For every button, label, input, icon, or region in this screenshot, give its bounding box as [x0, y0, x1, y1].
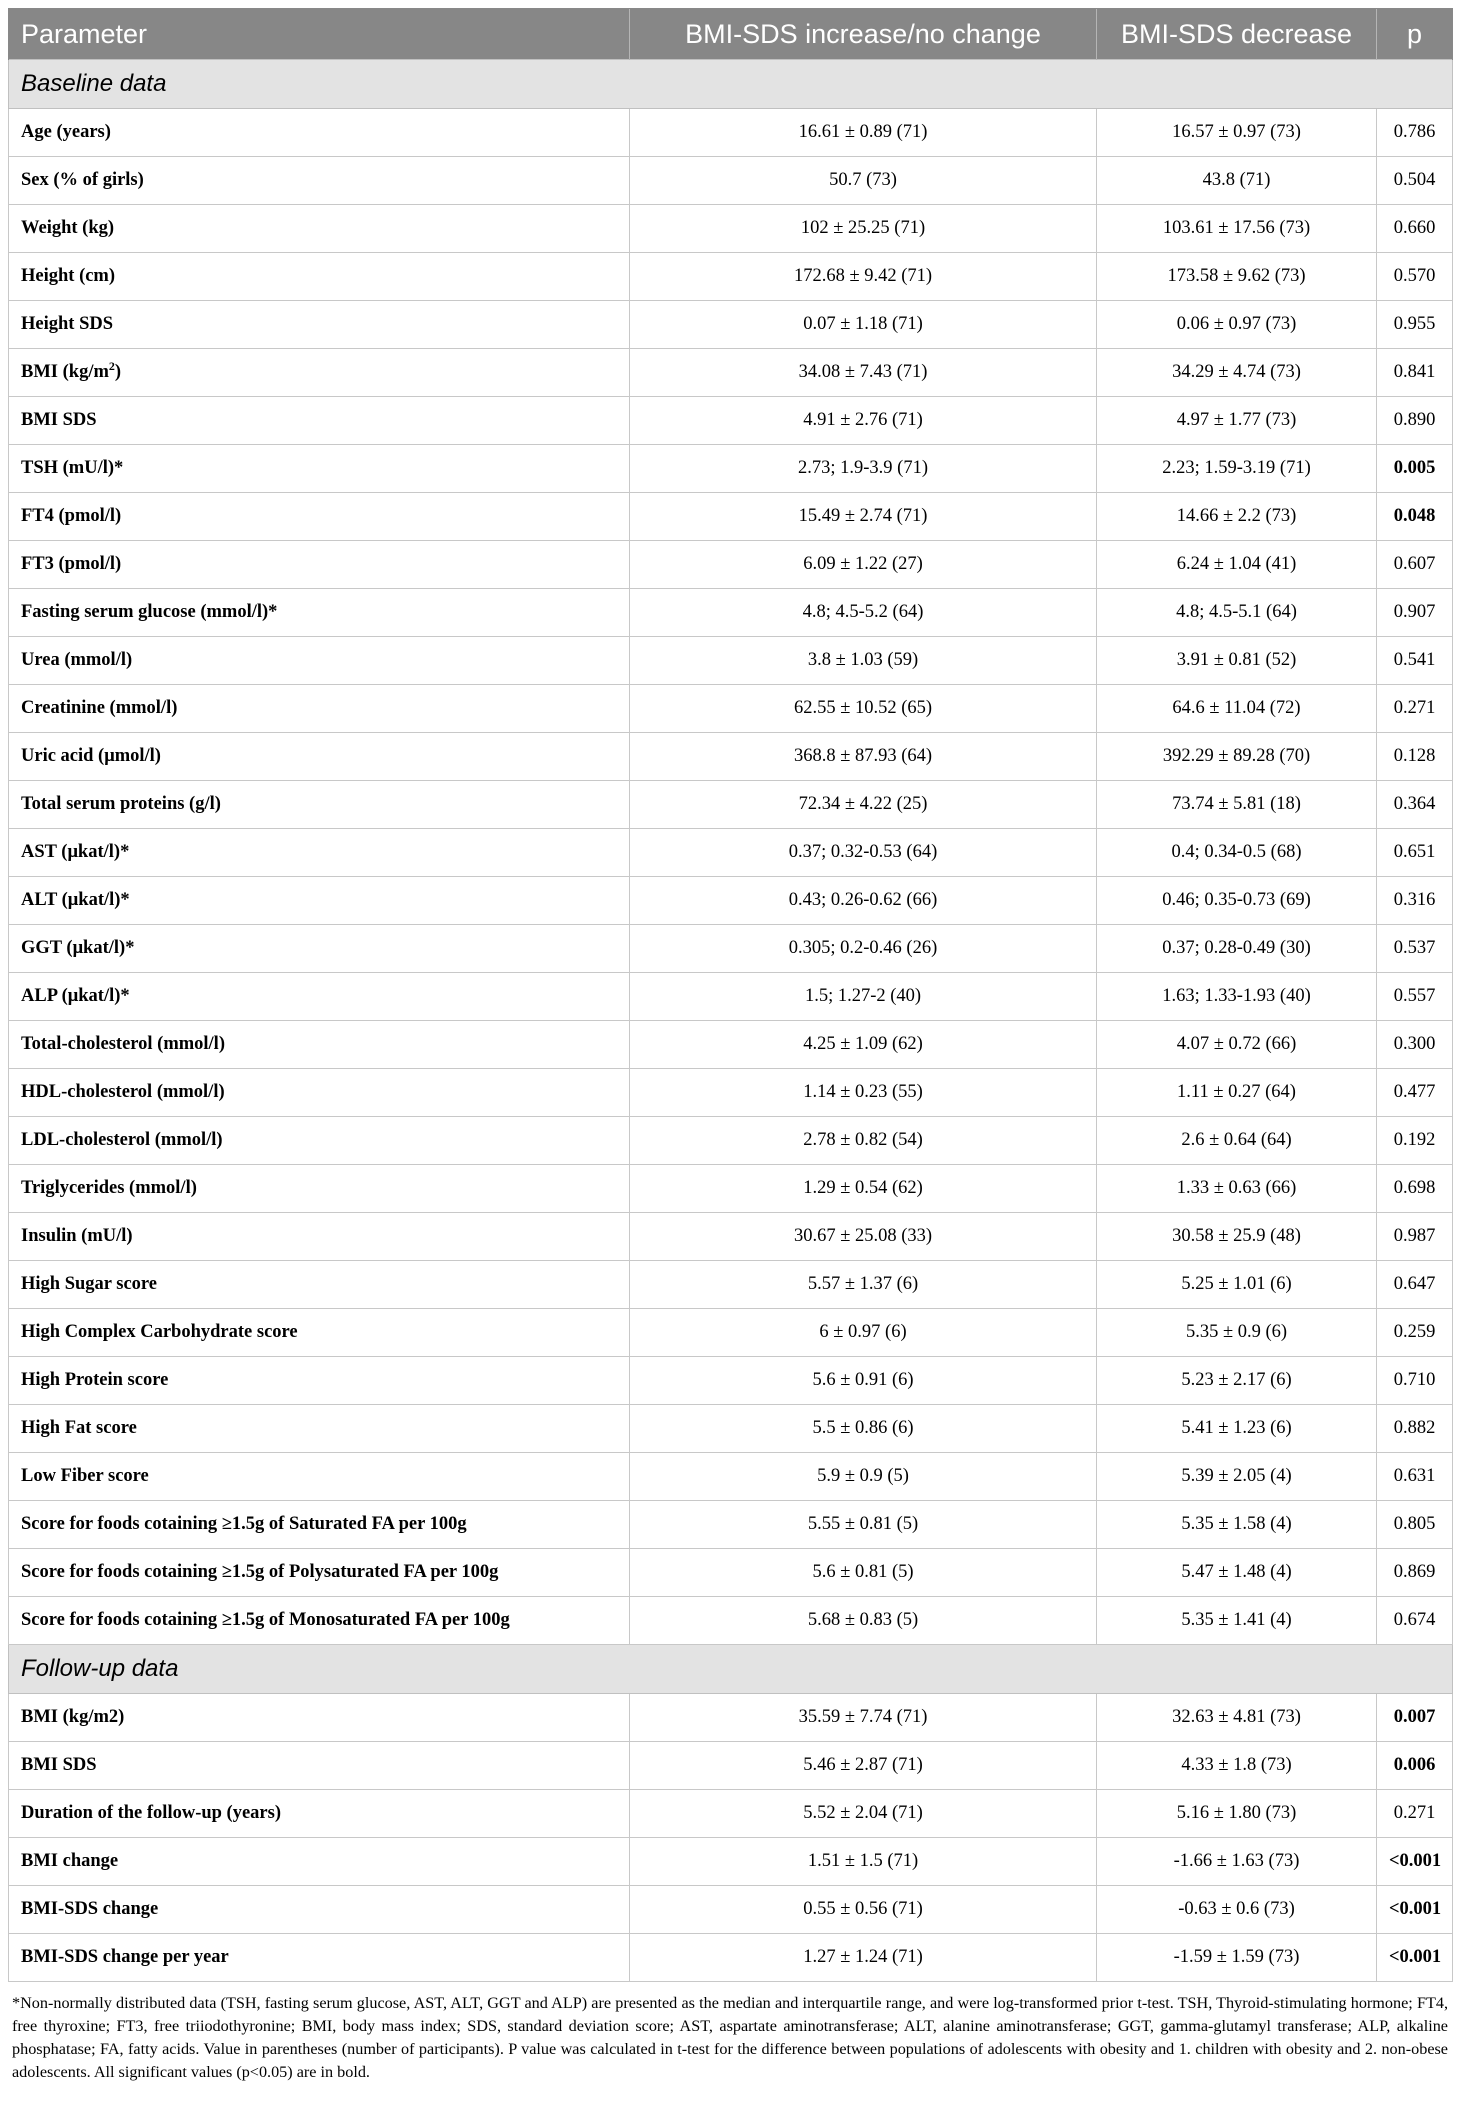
table-row [9, 1261, 1453, 1309]
p-value-cell: 0.007 [1377, 1694, 1453, 1742]
table-row [9, 349, 1453, 397]
increase-cell: 1.27 ± 1.24 (71) [630, 1934, 1097, 1982]
increase-cell: 0.43; 0.26-0.62 (66) [630, 877, 1097, 925]
increase-cell: 368.8 ± 87.93 (64) [630, 733, 1097, 781]
increase-cell: 5.6 ± 0.91 (6) [630, 1357, 1097, 1405]
table-row [9, 157, 1453, 205]
p-value-cell: 0.631 [1377, 1453, 1453, 1501]
table-row [9, 253, 1453, 301]
table-row [9, 205, 1453, 253]
decrease-cell: 5.41 ± 1.23 (6) [1097, 1405, 1377, 1453]
increase-cell: 4.25 ± 1.09 (62) [630, 1021, 1097, 1069]
table-row [9, 829, 1453, 877]
p-value-cell: 0.987 [1377, 1213, 1453, 1261]
decrease-cell: 4.33 ± 1.8 (73) [1097, 1742, 1377, 1790]
increase-cell: 50.7 (73) [630, 157, 1097, 205]
decrease-cell: 5.35 ± 1.41 (4) [1097, 1597, 1377, 1645]
p-value-cell: 0.316 [1377, 877, 1453, 925]
increase-cell: 62.55 ± 10.52 (65) [630, 685, 1097, 733]
increase-cell: 5.5 ± 0.86 (6) [630, 1405, 1097, 1453]
decrease-cell: 16.57 ± 0.97 (73) [1097, 109, 1377, 157]
parameter-cell: High Complex Carbohydrate score [9, 1309, 630, 1357]
decrease-cell: 173.58 ± 9.62 (73) [1097, 253, 1377, 301]
p-value-cell: 0.955 [1377, 301, 1453, 349]
p-value-cell: 0.698 [1377, 1165, 1453, 1213]
decrease-cell: 5.39 ± 2.05 (4) [1097, 1453, 1377, 1501]
increase-cell: 4.8; 4.5-5.2 (64) [630, 589, 1097, 637]
p-value-cell: 0.570 [1377, 253, 1453, 301]
increase-cell: 0.07 ± 1.18 (71) [630, 301, 1097, 349]
parameter-cell: Age (years) [9, 109, 630, 157]
increase-cell: 2.73; 1.9-3.9 (71) [630, 445, 1097, 493]
increase-cell: 5.55 ± 0.81 (5) [630, 1501, 1097, 1549]
table-row [9, 973, 1453, 1021]
results-table [8, 8, 1453, 1982]
increase-cell: 30.67 ± 25.08 (33) [630, 1213, 1097, 1261]
p-value-cell: 0.890 [1377, 397, 1453, 445]
decrease-cell: 34.29 ± 4.74 (73) [1097, 349, 1377, 397]
decrease-cell: 5.23 ± 2.17 (6) [1097, 1357, 1377, 1405]
parameter-cell: BMI-SDS change per year [9, 1934, 630, 1982]
table-row [9, 1309, 1453, 1357]
p-value-cell: 0.192 [1377, 1117, 1453, 1165]
increase-cell: 0.55 ± 0.56 (71) [630, 1886, 1097, 1934]
p-value-cell: 0.841 [1377, 349, 1453, 397]
parameter-cell: BMI change [9, 1838, 630, 1886]
p-value-cell: <0.001 [1377, 1838, 1453, 1886]
p-value-cell: <0.001 [1377, 1886, 1453, 1934]
increase-cell: 5.57 ± 1.37 (6) [630, 1261, 1097, 1309]
increase-cell: 4.91 ± 2.76 (71) [630, 397, 1097, 445]
p-value-cell: 0.607 [1377, 541, 1453, 589]
table-footnote: *Non-normally distributed data (TSH, fasting serum glucose, AST, ALT, GGT and ALP) are presented as the median and interquartile range, and were log-transformed prior t-test. TSH, Thyroid-stimulating hormone; FT4, free thyroxine; FT3, free triiodothyronine; BMI, body mass index; SDS, standard deviation score; AST, aspartate aminotransferase; ALT, alanine aminotransferase; GGT, gamma-glutamyl transferase; ALP, alkaline phosphatase; FA, fatty acids. Value in parentheses (number of participants). P value was calculated in t-test for the difference between populations of adolescents with obesity and 1. children with obesity and 2. non-obese adolescents. All significant values (p<0.05) are in bold. [12, 1994, 1448, 2081]
table-row [9, 1694, 1453, 1742]
section-title-baseline: Baseline data [9, 60, 1453, 109]
increase-cell: 6.09 ± 1.22 (27) [630, 541, 1097, 589]
table-row [9, 685, 1453, 733]
parameter-cell: Total serum proteins (g/l) [9, 781, 630, 829]
decrease-cell: 1.63; 1.33-1.93 (40) [1097, 973, 1377, 1021]
p-value-cell: 0.882 [1377, 1405, 1453, 1453]
table-row [9, 589, 1453, 637]
decrease-cell: 4.97 ± 1.77 (73) [1097, 397, 1377, 445]
parameter-cell: BMI SDS [9, 397, 630, 445]
table-row [9, 1597, 1453, 1645]
p-value-cell: 0.537 [1377, 925, 1453, 973]
parameter-cell: Uric acid (μmol/l) [9, 733, 630, 781]
parameter-cell: ALP (μkat/l)* [9, 973, 630, 1021]
decrease-cell: 64.6 ± 11.04 (72) [1097, 685, 1377, 733]
decrease-cell: 3.91 ± 0.81 (52) [1097, 637, 1377, 685]
increase-cell: 16.61 ± 0.89 (71) [630, 109, 1097, 157]
parameter-cell: Sex (% of girls) [9, 157, 630, 205]
table-row [9, 1742, 1453, 1790]
table-row [9, 781, 1453, 829]
table-row [9, 541, 1453, 589]
table-row [9, 1934, 1453, 1982]
p-value-cell: 0.364 [1377, 781, 1453, 829]
parameter-cell: FT3 (pmol/l) [9, 541, 630, 589]
parameter-cell: BMI-SDS change [9, 1886, 630, 1934]
increase-cell: 3.8 ± 1.03 (59) [630, 637, 1097, 685]
table-body-followup [9, 1645, 1453, 1982]
decrease-cell: -0.63 ± 0.6 (73) [1097, 1886, 1377, 1934]
table-row [9, 1357, 1453, 1405]
decrease-cell: -1.59 ± 1.59 (73) [1097, 1934, 1377, 1982]
parameter-cell: High Protein score [9, 1357, 630, 1405]
p-value-cell: 0.647 [1377, 1261, 1453, 1309]
increase-cell: 34.08 ± 7.43 (71) [630, 349, 1097, 397]
parameter-cell: Score for foods cotaining ≥1.5g of Monosaturated FA per 100g [9, 1597, 630, 1645]
parameter-cell: AST (μkat/l)* [9, 829, 630, 877]
parameter-cell: GGT (μkat/l)* [9, 925, 630, 973]
increase-cell: 1.29 ± 0.54 (62) [630, 1165, 1097, 1213]
parameter-cell: Low Fiber score [9, 1453, 630, 1501]
increase-cell: 5.9 ± 0.9 (5) [630, 1453, 1097, 1501]
parameter-cell: Creatinine (mmol/l) [9, 685, 630, 733]
table-row [9, 877, 1453, 925]
table-row [9, 1117, 1453, 1165]
increase-cell: 6 ± 0.97 (6) [630, 1309, 1097, 1357]
decrease-cell: 4.07 ± 0.72 (66) [1097, 1021, 1377, 1069]
table-row [9, 493, 1453, 541]
parameter-cell: BMI (kg/m2) [9, 1694, 630, 1742]
increase-cell: 5.52 ± 2.04 (71) [630, 1790, 1097, 1838]
increase-cell: 5.46 ± 2.87 (71) [630, 1742, 1097, 1790]
p-value-cell: 0.477 [1377, 1069, 1453, 1117]
parameter-cell: Height (cm) [9, 253, 630, 301]
table-row [9, 301, 1453, 349]
decrease-cell: 1.11 ± 0.27 (64) [1097, 1069, 1377, 1117]
decrease-cell: 5.47 ± 1.48 (4) [1097, 1549, 1377, 1597]
increase-cell: 1.14 ± 0.23 (55) [630, 1069, 1097, 1117]
table-row [9, 1790, 1453, 1838]
decrease-cell: 0.4; 0.34-0.5 (68) [1097, 829, 1377, 877]
increase-cell: 0.305; 0.2-0.46 (26) [630, 925, 1097, 973]
section-row-baseline [9, 60, 1453, 109]
parameter-cell: FT4 (pmol/l) [9, 493, 630, 541]
parameter-cell: ALT (μkat/l)* [9, 877, 630, 925]
table-row [9, 109, 1453, 157]
table-row [9, 1886, 1453, 1934]
increase-cell: 1.51 ± 1.5 (71) [630, 1838, 1097, 1886]
table-row [9, 1021, 1453, 1069]
header-p: p [1377, 9, 1453, 60]
parameter-cell: Urea (mmol/l) [9, 637, 630, 685]
decrease-cell: 0.37; 0.28-0.49 (30) [1097, 925, 1377, 973]
p-value-cell: 0.048 [1377, 493, 1453, 541]
section-row-followup [9, 1645, 1453, 1694]
parameter-cell: Weight (kg) [9, 205, 630, 253]
decrease-cell: 43.8 (71) [1097, 157, 1377, 205]
parameter-cell: Height SDS [9, 301, 630, 349]
parameter-cell: Score for foods cotaining ≥1.5g of Polysaturated FA per 100g [9, 1549, 630, 1597]
parameter-cell: BMI $(kg/m^2)$ [9, 349, 630, 397]
decrease-cell: 6.24 ± 1.04 (41) [1097, 541, 1377, 589]
increase-cell: 5.68 ± 0.83 (5) [630, 1597, 1097, 1645]
p-value-cell: 0.128 [1377, 733, 1453, 781]
p-value-cell: 0.006 [1377, 1742, 1453, 1790]
parameter-cell: LDL-cholesterol (mmol/l) [9, 1117, 630, 1165]
parameter-cell: Fasting serum glucose (mmol/l)* [9, 589, 630, 637]
increase-cell: 35.59 ± 7.74 (71) [630, 1694, 1097, 1742]
parameter-cell: Insulin (mU/l) [9, 1213, 630, 1261]
p-value-cell: 0.869 [1377, 1549, 1453, 1597]
table-row [9, 1501, 1453, 1549]
p-value-cell: 0.300 [1377, 1021, 1453, 1069]
p-value-cell: 0.504 [1377, 157, 1453, 205]
parameter-cell: BMI SDS [9, 1742, 630, 1790]
decrease-cell: 392.29 ± 89.28 (70) [1097, 733, 1377, 781]
decrease-cell: 73.74 ± 5.81 (18) [1097, 781, 1377, 829]
decrease-cell: 2.6 ± 0.64 (64) [1097, 1117, 1377, 1165]
decrease-cell: 32.63 ± 4.81 (73) [1097, 1694, 1377, 1742]
p-value-cell: 0.710 [1377, 1357, 1453, 1405]
table-row [9, 1453, 1453, 1501]
decrease-cell: -1.66 ± 1.63 (73) [1097, 1838, 1377, 1886]
increase-cell: 15.49 ± 2.74 (71) [630, 493, 1097, 541]
table-body [9, 60, 1453, 1645]
parameter-cell: High Fat score [9, 1405, 630, 1453]
decrease-cell: 0.46; 0.35-0.73 (69) [1097, 877, 1377, 925]
table-row [9, 925, 1453, 973]
parameter-cell: TSH (mU/l)* [9, 445, 630, 493]
parameter-cell: Duration of the follow-up (years) [9, 1790, 630, 1838]
header-decrease: BMI-SDS decrease [1097, 9, 1377, 60]
decrease-cell: 30.58 ± 25.9 (48) [1097, 1213, 1377, 1261]
decrease-cell: 1.33 ± 0.63 (66) [1097, 1165, 1377, 1213]
table-row [9, 397, 1453, 445]
p-value-cell: 0.651 [1377, 829, 1453, 877]
decrease-cell: 5.16 ± 1.80 (73) [1097, 1790, 1377, 1838]
table-row [9, 1069, 1453, 1117]
decrease-cell: 4.8; 4.5-5.1 (64) [1097, 589, 1377, 637]
p-value-cell: <0.001 [1377, 1934, 1453, 1982]
header-increase: BMI-SDS increase/no change [630, 9, 1097, 60]
p-value-cell: 0.674 [1377, 1597, 1453, 1645]
parameter-cell: High Sugar score [9, 1261, 630, 1309]
table-row [9, 1549, 1453, 1597]
parameter-cell: HDL-cholesterol (mmol/l) [9, 1069, 630, 1117]
table-row [9, 1213, 1453, 1261]
p-value-cell: 0.271 [1377, 685, 1453, 733]
header-parameter: Parameter [9, 9, 630, 60]
decrease-cell: 103.61 ± 17.56 (73) [1097, 205, 1377, 253]
decrease-cell: 5.25 ± 1.01 (6) [1097, 1261, 1377, 1309]
decrease-cell: 5.35 ± 1.58 (4) [1097, 1501, 1377, 1549]
p-value-cell: 0.907 [1377, 589, 1453, 637]
increase-cell: 2.78 ± 0.82 (54) [630, 1117, 1097, 1165]
increase-cell: 72.34 ± 4.22 (25) [630, 781, 1097, 829]
table-row [9, 1838, 1453, 1886]
table-container [8, 8, 1452, 2084]
p-value-cell: 0.660 [1377, 205, 1453, 253]
decrease-cell: 2.23; 1.59-3.19 (71) [1097, 445, 1377, 493]
table-row [9, 637, 1453, 685]
decrease-cell: 5.35 ± 0.9 (6) [1097, 1309, 1377, 1357]
header-row [9, 9, 1453, 60]
p-value-cell: 0.541 [1377, 637, 1453, 685]
decrease-cell: 0.06 ± 0.97 (73) [1097, 301, 1377, 349]
increase-cell: 1.5; 1.27-2 (40) [630, 973, 1097, 1021]
p-value-cell: 0.005 [1377, 445, 1453, 493]
increase-cell: 172.68 ± 9.42 (71) [630, 253, 1097, 301]
table-row [9, 733, 1453, 781]
table-row [9, 445, 1453, 493]
table-row [9, 1165, 1453, 1213]
p-value-cell: 0.805 [1377, 1501, 1453, 1549]
p-value-cell: 0.259 [1377, 1309, 1453, 1357]
table-row [9, 1405, 1453, 1453]
increase-cell: 102 ± 25.25 (71) [630, 205, 1097, 253]
parameter-cell: Total-cholesterol (mmol/l) [9, 1021, 630, 1069]
increase-cell: 5.6 ± 0.81 (5) [630, 1549, 1097, 1597]
p-value-cell: 0.786 [1377, 109, 1453, 157]
p-value-cell: 0.557 [1377, 973, 1453, 1021]
increase-cell: 0.37; 0.32-0.53 (64) [630, 829, 1097, 877]
parameter-cell: Triglycerides (mmol/l) [9, 1165, 630, 1213]
section-title-followup: Follow-up data [9, 1645, 1453, 1694]
p-value-cell: 0.271 [1377, 1790, 1453, 1838]
parameter-cell: Score for foods cotaining ≥1.5g of Saturated FA per 100g [9, 1501, 630, 1549]
decrease-cell: 14.66 ± 2.2 (73) [1097, 493, 1377, 541]
